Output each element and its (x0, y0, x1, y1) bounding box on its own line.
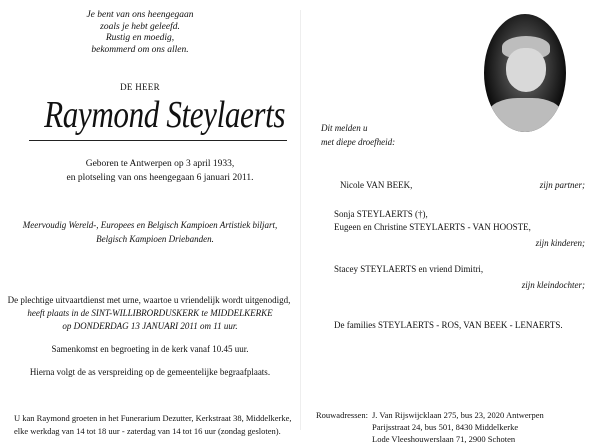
child-name: Sonja STEYLAERTS (†), (334, 209, 428, 219)
column-divider (300, 10, 301, 430)
families-text: De families STEYLAERTS - ROS, VAN BEEK - LENAERTS. (334, 320, 563, 330)
address-line: Parijsstraat 24, bus 501, 8430 Middelkerke (372, 422, 519, 432)
service-line: op DONDERDAG 13 JANUARI 2011 om 11 uur. (62, 321, 238, 331)
partner-role: zijn partner; (539, 180, 585, 190)
scattering-text: Hierna volgt de as verspreiding op de gemeentelijke begraafplaats. (29, 367, 271, 377)
gathering-text: Samenkomst en begroeting in de kerk vanaf 10.45 uur. (51, 344, 249, 354)
honorific: DE HEER (120, 82, 160, 92)
birth-line: Geboren te Antwerpen op 3 april 1933, (85, 159, 235, 169)
deceased-name: Raymond Steylaerts (44, 94, 286, 136)
children-role: zijn kinderen; (535, 238, 585, 248)
partner-name: Nicole VAN BEEK, (340, 180, 413, 190)
child-name: Eugeen en Christine STEYLAERTS - VAN HOOSTE, (334, 222, 531, 232)
poem-line: Je bent van ons heengegaan (86, 10, 194, 20)
visitation-line: U kan Raymond groeten in het Funerarium Dezutter, Kerkstraat 38, Middelkerke, (14, 413, 292, 423)
address-line: Lode Vleeshouwerslaan 71, 2900 Schoten (372, 434, 516, 444)
poem-line: Rustig en moedig, (105, 33, 175, 43)
announce-line: met diepe droefheid: (321, 137, 396, 147)
service-line: De plechtige uitvaartdienst met urne, waartoe u vriendelijk wordt uitgenodigd, (7, 295, 291, 305)
visitation-line: elke werkdag van 14 tot 18 uur - zaterdag van 14 tot 16 uur (zondag gesloten). (14, 426, 281, 436)
service-line: heeft plaats in de SINT-WILLIBRORDUSKERK te MIDDELKERKE (27, 308, 273, 318)
poem-line: zoals je hebt geleefd. (100, 21, 180, 32)
death-line: en plotseling van ons heengegaan 6 januari 2011. (66, 173, 254, 183)
address-line: J. Van Rijswijcklaan 275, bus 23, 2020 Antwerpen (372, 410, 544, 420)
name-underline (29, 140, 287, 141)
grandchild-role: zijn kleindochter; (521, 280, 585, 290)
announce-line: Dit melden u (321, 123, 368, 133)
achievement-line: Belgisch Kampioen Driebanden. (96, 234, 214, 244)
poem-line: bekommerd om ons allen. (91, 44, 189, 55)
achievement-line: Meervoudig Wereld-, Europees en Belgisch Kampioen Artistiek biljart, (22, 220, 278, 230)
grandchild-name: Stacey STEYLAERTS en vriend Dimitri, (334, 264, 484, 274)
addresses-label: Rouwadressen: (316, 410, 368, 420)
portrait-photo (484, 14, 566, 132)
poem (40, 10, 240, 56)
